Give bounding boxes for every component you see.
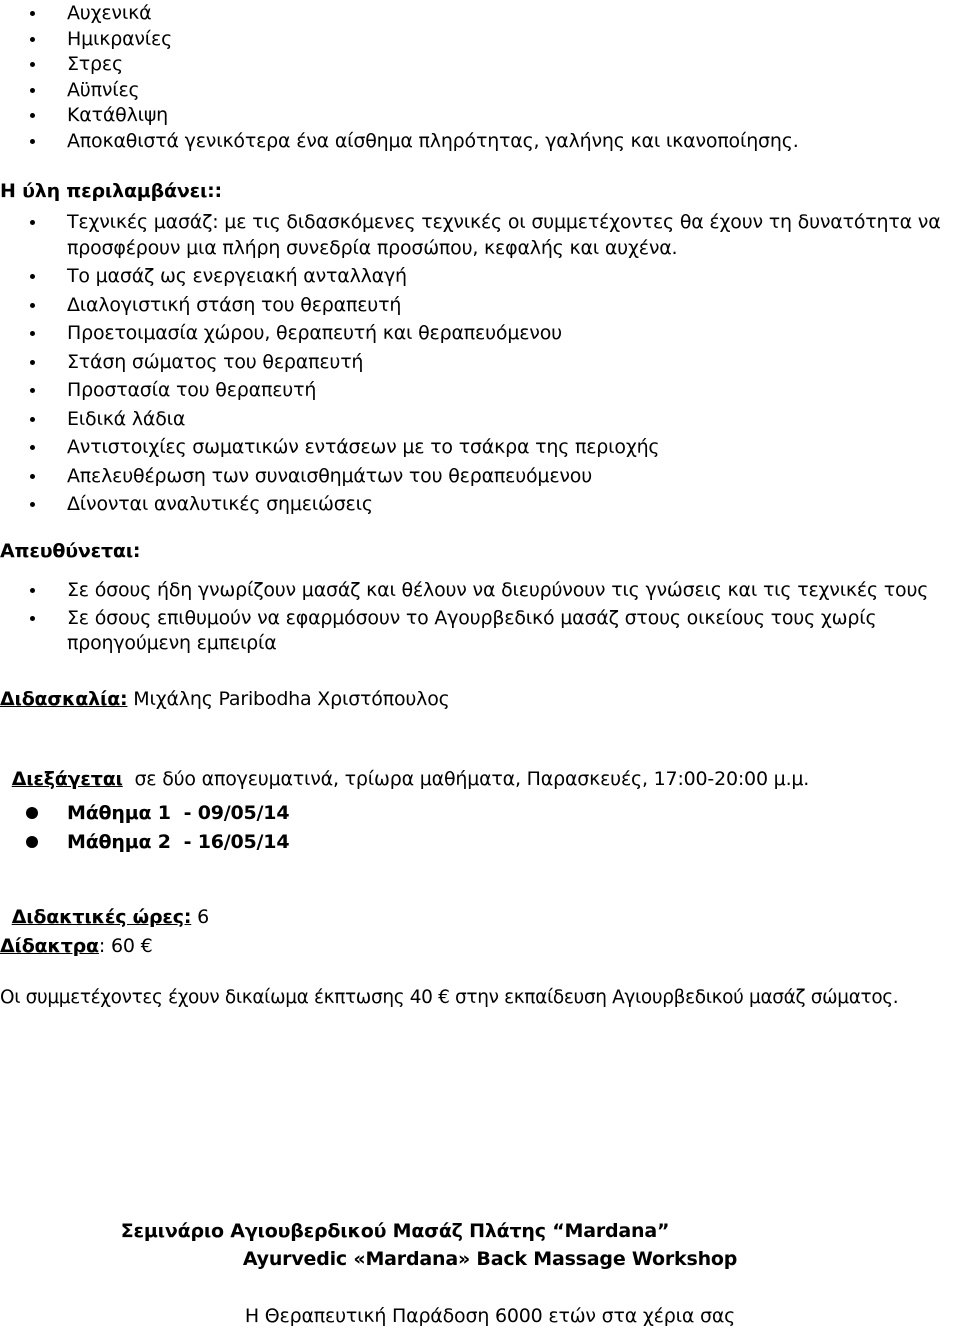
hours-line	[0, 884, 960, 928]
list-item: Κατάθλιψη	[0, 103, 960, 129]
list-item: Προστασία του θεραπευτή	[0, 378, 960, 404]
list-item: Αντιστοιχίες σωματικών εντάσεων με το τσάκρα της περιοχής	[0, 435, 960, 461]
list-item: Στρες	[0, 52, 960, 78]
syllabus-list	[0, 210, 960, 518]
lesson-item: Μάθημα 1 - 09/05/14	[0, 799, 960, 828]
footer-title-english: Ayurvedic «Mardana» Back Massage Workshop	[242, 1248, 738, 1270]
list-item: Ειδικά λάδια	[0, 407, 960, 433]
list-item: Απελευθέρωση των συναισθημάτων του θεραπευόμενου	[0, 464, 960, 490]
list-item: Αποκαθιστά γενικότερα ένα αίσθημα πληρότητας, γαλήνης και ικανοποίησης.	[0, 129, 960, 155]
fee-value: : 60 €	[98, 935, 153, 957]
teacher-line	[0, 688, 960, 710]
teacher-label: Διδασκαλία:	[0, 688, 128, 710]
list-item: Σε όσους ήδη γνωρίζουν μασάζ και θέλουν να διευρύνουν τις γνώσεις και τις τεχνικές τους	[0, 578, 960, 604]
schedule-value: σε δύο απογευματινά, τρίωρα μαθήματα, Παρασκευές, 17:00-20:00 μ.μ.	[122, 768, 810, 790]
audience-list	[0, 578, 960, 657]
hours-label: Διδακτικές ώρες:	[11, 906, 192, 928]
benefits-list	[0, 1, 960, 154]
list-item: Ημικρανίες	[0, 27, 960, 53]
list-item: Δίνονται αναλυτικές σημειώσεις	[0, 492, 960, 518]
list-item: Στάση σώματος του θεραπευτή	[0, 350, 960, 376]
list-item: Διαλογιστική στάση του θεραπευτή	[0, 293, 960, 319]
schedule-label: Διεξάγεται	[11, 768, 123, 790]
syllabus-heading: Η ύλη περιλαμβάνει::	[0, 180, 222, 202]
lessons-list	[0, 799, 960, 857]
discount-note: Οι συμμετέχοντες έχουν δικαίωμα έκπτωσης 40 € στην εκπαίδευση Αγιουρβεδικού μασάζ σώματος.	[0, 987, 899, 1008]
list-item: Αϋπνίες	[0, 78, 960, 104]
list-item: Προετοιμασία χώρου, θεραπευτή και θεραπευόμενου	[0, 321, 960, 347]
fee-line	[0, 935, 960, 957]
schedule-line	[0, 746, 960, 790]
footer-tagline: Η Θεραπευτική Παράδοση 6000 ετών στα χέρια σας	[244, 1305, 736, 1327]
audience-heading: Απευθύνεται:	[0, 540, 141, 562]
fee-label: Δίδακτρα	[0, 935, 99, 957]
hours-value: 6	[191, 906, 209, 928]
list-item: Τεχνικές μασάζ: με τις διδασκόμενες τεχνικές οι συμμετέχοντες θα έχουν τη δυνατότητα να προσφέρουν μια πλήρη συνεδρία προσώπου, κεφαλής και αυχένα.	[0, 210, 960, 261]
teacher-name: Μιχάλης Paribodha Χριστόπουλος	[127, 688, 450, 710]
list-item: Το μασάζ ως ενεργειακή ανταλλαγή	[0, 264, 960, 290]
lesson-item: Μάθημα 2 - 16/05/14	[0, 828, 960, 857]
footer-title-greek: Σεμινάριο Αγιουβερδικού Μασάζ Πλάτης “Mardana”	[120, 1220, 670, 1242]
list-item: Αυχενικά	[0, 1, 960, 27]
list-item: Σε όσους επιθυμούν να εφαρμόσουν το Αγουρβεδικό μασάζ στους οικείους τους χωρίς προηγούμενη εμπειρία	[0, 606, 960, 657]
